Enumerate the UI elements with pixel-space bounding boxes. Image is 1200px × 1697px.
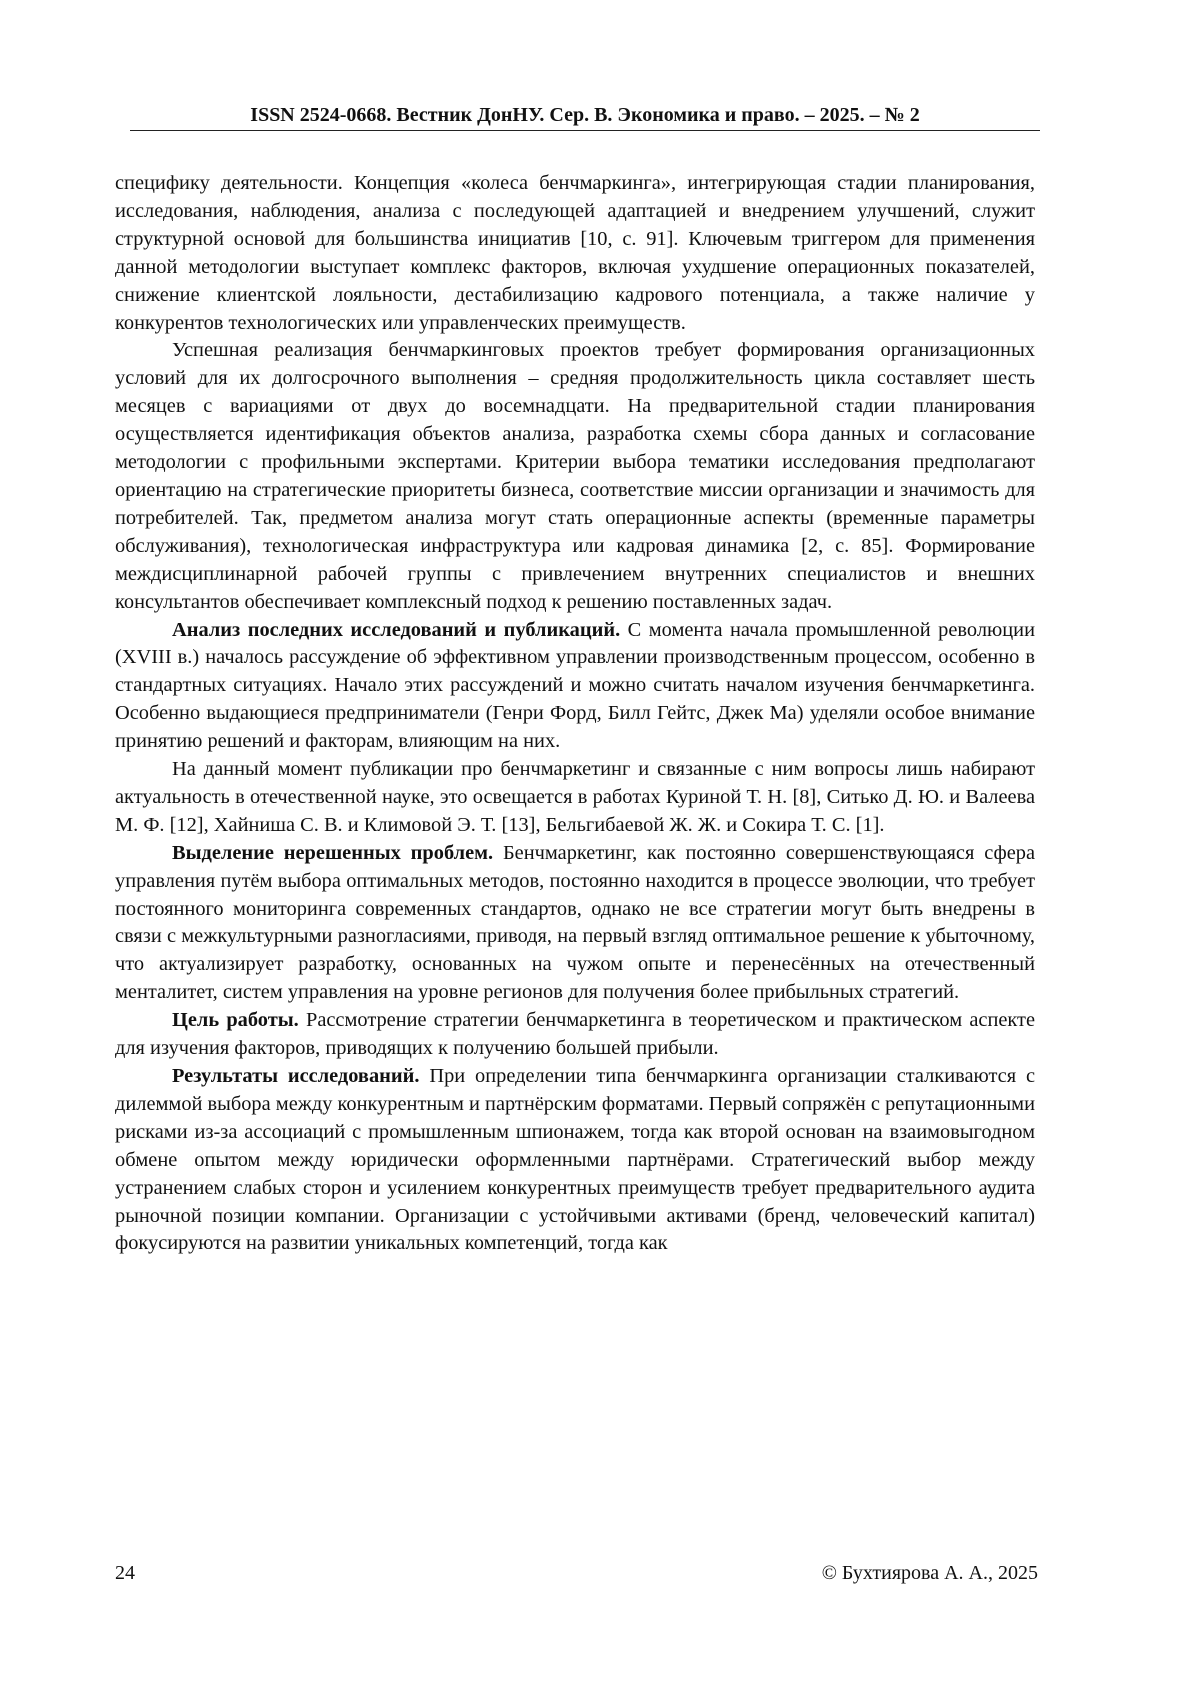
paragraph-goal	[115, 1007, 1035, 1063]
section-heading-results: Результаты исследований.	[172, 1065, 420, 1087]
section-heading-goal: Цель работы.	[172, 1009, 299, 1032]
section-heading-unsolved: Выделение нерешенных проблем.	[172, 841, 494, 864]
paragraph-text: Рассмотрение стратегии бенчмаркетинга в теоретическом и практическом аспекте для изучения факторов, приводящих к получению большей прибыли.	[115, 1009, 1036, 1060]
paragraph-text: При определении типа бенчмаркинга организации сталкиваются с дилеммой выбора между конкурентным и партнёрским форматами. Первый сопряжён с репутационными рисками из-за ассоциаций с промышленным шпионажем, тогда как второй основан на взаимовыгодном обмене опытом между юридически оформленными партнёрами. Стратегический выбор между устранением слабых сторон и усилением конкурентных преимуществ требует предварительного аудита рыночной позиции компании. Организации с устойчивыми активами (бренд, человеческий капитал) фокусируются на развитии уникальных компетенций, тогда как	[115, 1065, 1036, 1255]
paragraph-project-implementation: Успешная реализация бенчмаркинговых проектов требует формирования организационных условий для их долгосрочного выполнения – средняя продолжительность цикла составляет шесть месяцев с вариациями от двух до восемнадцати. На предварительной стадии планирования осуществляется идентификация объектов анализа, разработка схемы сбора данных и согласование методологии с профильными экспертами. Критерии выбора тематики исследования предполагают ориентацию на стратегические приоритеты бизнеса, соответствие миссии организации и значимость для потребителей. Так, предметом анализа могут стать операционные аспекты (временные параметры обслуживания), технологическая инфраструктура или кадровая динамика [2, с. 85]. Формирование междисциплинарной рабочей группы с привлечением внутренних специалистов и внешних консультантов обеспечивает комплексный подход к решению поставленных задач.	[115, 339, 1035, 613]
paragraph-literature-review	[115, 617, 1035, 757]
section-heading-literature: Анализ последних исследований и публикаций.	[172, 618, 621, 641]
paragraph-continued: специфику деятельности. Концепция «колеса бенчмаркинга», интегрирующая стадии планирования, исследования, наблюдения, анализа с последующей адаптацией и внедрением улучшений, служит структурной основой для большинства инициатив [10, с. 91]. Ключевым триггером для применения данной методологии выступает комплекс факторов, включая ухудшение операционных показателей, снижение клиентской лояльности, дестабилизацию кадрового потенциала, а также наличие у конкурентов технологических или управленческих преимуществ.	[115, 172, 1035, 334]
paragraph-text: С момента начала промышленной революции (XVIII в.) началось рассуждение об эффективном управлении производственным процессом, особенно в стандартных ситуациях. Начало этих рассуждений и можно считать началом изучения бенчмаркетинга. Особенно выдающиеся предприниматели (Генри Форд, Билл Гейтс, Джек Ма) уделяли особое внимание принятию решений и факторам, влияющим на них.	[115, 618, 1035, 753]
paragraph-results	[115, 1063, 1035, 1258]
article-body	[115, 170, 1035, 1258]
header-rule	[130, 130, 1040, 131]
copyright-notice: © Бухтиярова А. А., 2025	[821, 1562, 1038, 1584]
page-number: 24	[115, 1562, 135, 1584]
running-header: ISSN 2524-0668. Вестник ДонНУ. Сер. В. Экономика и право. – 2025. – № 2	[250, 104, 920, 126]
paragraph-unsolved-problems	[115, 840, 1035, 1007]
paragraph-text: Бенчмаркетинг, как постоянно совершенствующаяся сфера управления путём выбора оптимальных методов, постоянно находится в процессе эволюции, что требует постоянного мониторинга современных стандартов, однако не все стратегии могут быть внедрены в связи с межкультурными разногласиями, приводя, на первый взгляд оптимальное решение к убыточному, что актуализирует разработку, основанных на чужом опыте и перенесённых на отечественный менталитет, систем управления на уровне регионов для получения более прибыльных стратегий.	[115, 841, 1036, 1004]
paragraph-publications: На данный момент публикации про бенчмаркетинг и связанные с ним вопросы лишь набирают актуальность в отечественной науке, это освещается в работах Куриной Т. Н. [8], Ситько Д. Ю. и Валеева М. Ф. [12], Хайниша С. В. и Климовой Э. Т. [13], Бельгибаевой Ж. Ж. и Сокира Т. С. [1].	[115, 758, 1035, 836]
